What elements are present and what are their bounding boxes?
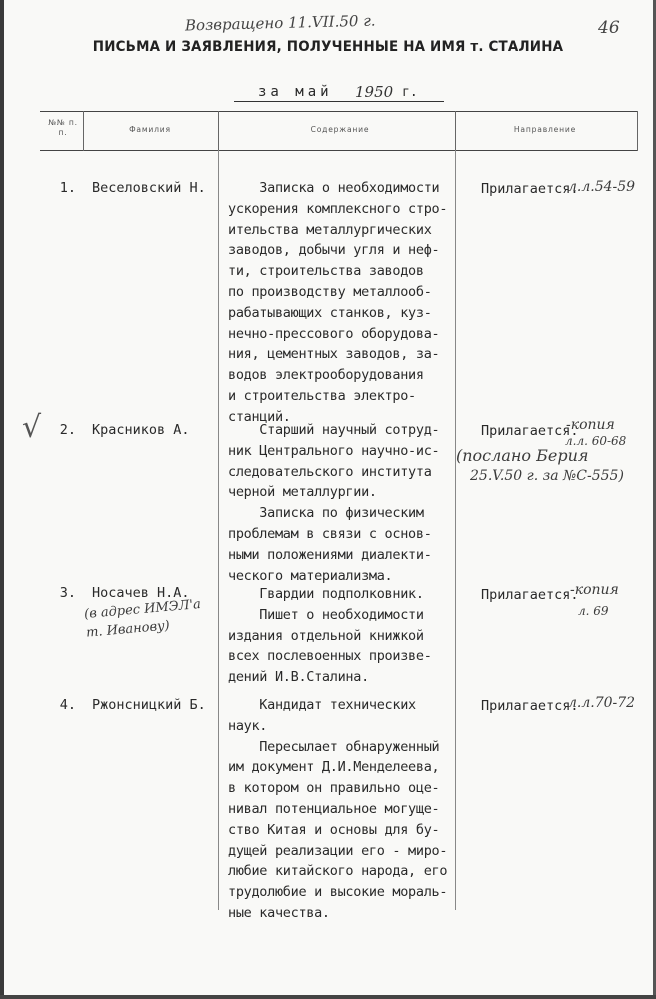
header-content: Содержание — [310, 125, 370, 134]
column-divider — [218, 111, 219, 151]
entry-content: Гвардии подполковник. Пишет о необходимости издания отдельной книжкой всех послевоенных произве- дений И.В.Сталина. — [228, 586, 432, 686]
entry-surname: Красников А. — [92, 422, 190, 438]
header-direction: Направление — [513, 125, 577, 134]
table-top-rule — [40, 111, 638, 112]
table-header-rule — [40, 150, 638, 151]
entry-direction: Прилагается. — [481, 181, 579, 197]
entry-surname-note: т. Иванову) — [85, 618, 171, 641]
entry-surname: Ржонсницкий Б. — [92, 697, 206, 713]
column-divider — [83, 111, 84, 151]
entry-surname: Носачев Н.А. — [92, 585, 190, 601]
period-year: 1950 — [355, 83, 394, 101]
column-divider — [455, 111, 456, 151]
entry-surname-note: (в адрес ИМЭЛ'а — [83, 596, 202, 623]
period-year-suffix: г. — [402, 85, 418, 100]
entry-direction-note: л. 69 — [578, 604, 609, 618]
scan-edge-left — [0, 0, 4, 999]
entry-direction-note: -копия — [566, 417, 615, 433]
return-annotation: Возвращено 11.VII.50 г. — [184, 11, 376, 35]
header-number: №№ п. п. — [48, 118, 78, 137]
scan-edge-bottom — [0, 995, 656, 999]
entry-surname: Веселовский Н. — [92, 180, 206, 196]
column-divider — [637, 111, 638, 151]
period-label: за май — [258, 84, 333, 100]
content-left-rule — [218, 150, 219, 910]
entry-direction-note: л.л.54-59 — [568, 179, 636, 195]
page-number: 46 — [598, 18, 620, 38]
entry-direction: Прилагается. — [481, 587, 579, 603]
entry-direction: Прилагается. — [481, 423, 579, 439]
entry-direction-note: 25.V.50 г. за №С-555) — [470, 468, 624, 484]
page-title: ПИСЬМА И ЗАЯВЛЕНИЯ, ПОЛУЧЕННЫЕ НА ИМЯ т. СТАЛИНА — [92, 38, 564, 55]
entry-direction-note: л.л. 60-68 — [565, 434, 627, 448]
entry-number: 1. — [59, 180, 76, 196]
entry-content: Старший научный сотруд- ник Центрального научно-ис- следовательского института черной металлургии. Записка по физическим проблемам в связи с основ- ными положениями диалекти- ческого материализма. — [228, 422, 440, 584]
header-surname: Фамилия — [129, 125, 171, 134]
margin-check-mark: √ — [22, 410, 42, 445]
period-underline — [234, 101, 444, 102]
entry-content: Кандидат технических наук. Пересылает обнаруженный им документ Д.И.Менделеева, в котором он правильно оце- нивал потенциальное могуще- ство Китая и основы для бу- дущей реализации его - миро- любие китайского народа, его трудолюбие и высокие мораль- ные качества. — [228, 697, 448, 921]
entry-content: Записка о необходимости ускорения комплексного стро- ительства металлургических заводов, добычи угля и неф- ти, строительства заводов по производству металлооб- рабатывающих станков, куз- нечно-прессового оборудова- ния, цементных заводов, за- водов электрооборудования и строительства электро- станций. — [228, 180, 448, 425]
entry-direction: Прилагается. — [481, 698, 579, 714]
entry-number: 3. — [59, 585, 76, 601]
entry-number: 2. — [59, 422, 76, 438]
entry-number: 4. — [59, 697, 76, 713]
entry-direction-note: (послано Берия — [456, 446, 589, 465]
entry-direction-note: л.л.70-72 — [568, 695, 636, 711]
entry-direction-note: -копия — [570, 582, 619, 598]
